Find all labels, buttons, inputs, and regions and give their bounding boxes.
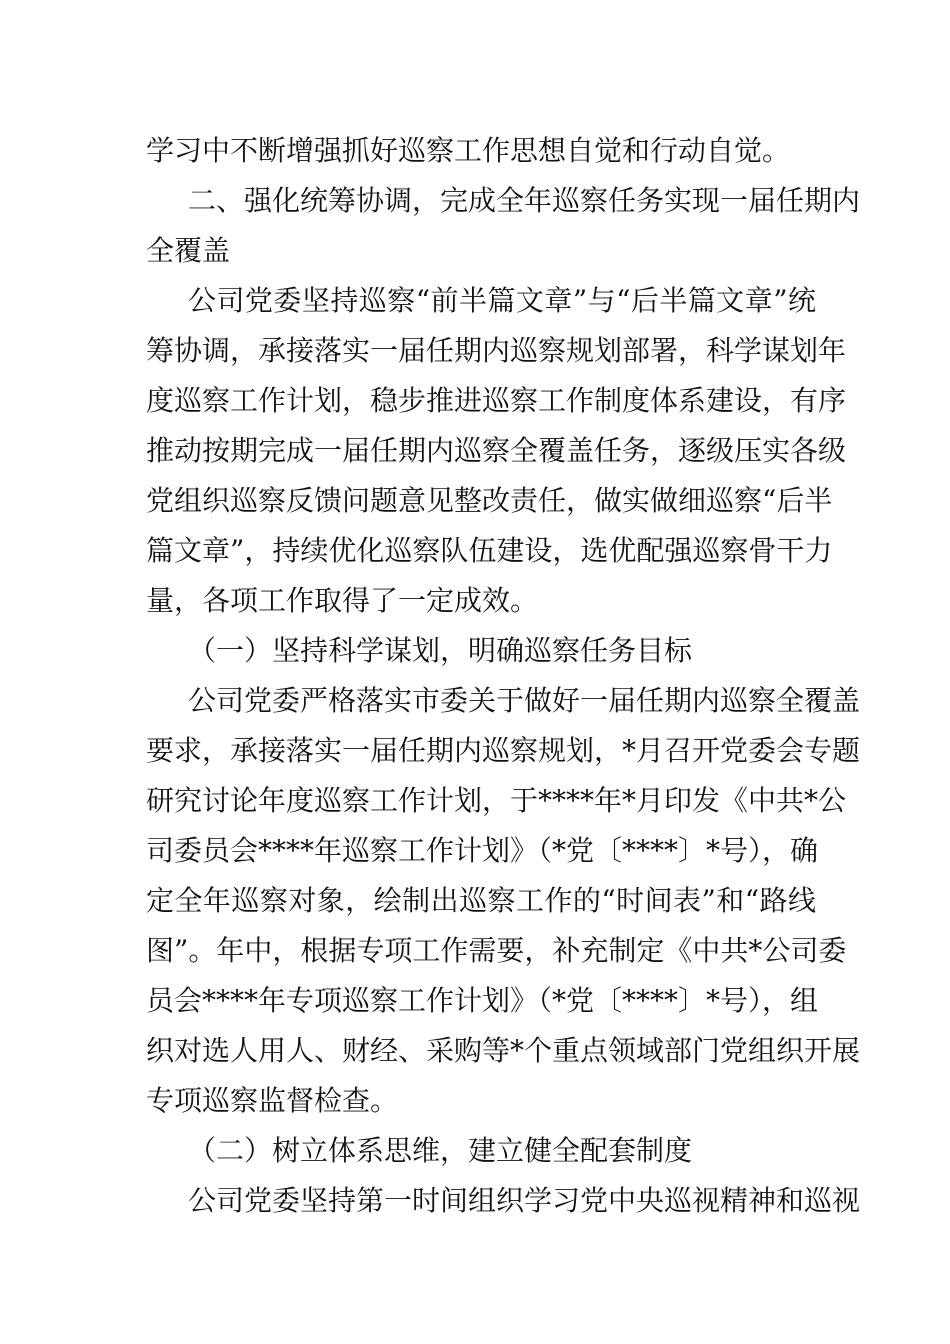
paragraph-line: 专项巡察监督检查。 xyxy=(146,1084,399,1117)
subsection-heading: （一）坚持科学谋划，明确巡察任务目标 xyxy=(188,634,693,667)
paragraph-line: 公司党委坚持巡察“前半篇文章”与“后半篇文章”统 xyxy=(188,284,816,317)
paragraph-line: 司委员会****年巡察工作计划》（*党〔****〕*号），确 xyxy=(146,834,819,867)
paragraph-line: 篇文章”，持续优化巡察队伍建设，选优配强巡察骨干力 xyxy=(146,534,833,567)
paragraph-line: 图”。年中，根据专项工作需要，补充制定《中共*公司委 xyxy=(146,934,847,967)
paragraph-line: 员会****年专项巡察工作计划》（*党〔****〕*号），组 xyxy=(146,984,819,1017)
paragraph-line: 织对选人用人、财经、采购等*个重点领域部门党组织开展 xyxy=(146,1034,861,1067)
paragraph-line: 公司党委坚持第一时间组织学习党中央巡视精神和巡视 xyxy=(188,1184,861,1217)
paragraph-line: 研究讨论年度巡察工作计划，于****年*月印发《中共*公 xyxy=(146,784,847,817)
paragraph-line: 要求，承接落实一届任期内巡察规划，*月召开党委会专题 xyxy=(146,734,861,767)
paragraph-line: 定全年巡察对象，绘制出巡察工作的“时间表”和“路线 xyxy=(146,884,816,917)
paragraph-line: 党组织巡察反馈问题意见整改责任，做实做细巡察“后半 xyxy=(146,484,833,517)
paragraph-line: 度巡察工作计划，稳步推进巡察工作制度体系建设，有序 xyxy=(146,384,847,417)
paragraph-line: 学习中不断增强抓好巡察工作思想自觉和行动自觉。 xyxy=(146,134,791,167)
paragraph-line: 量，各项工作取得了一定成效。 xyxy=(146,584,539,617)
paragraph-line: 公司党委严格落实市委关于做好一届任期内巡察全覆盖 xyxy=(188,684,861,717)
paragraph-line: 推动按期完成一届任期内巡察全覆盖任务，逐级压实各级 xyxy=(146,434,847,467)
section-heading: 二、强化统筹协调，完成全年巡察任务实现一届任期内 xyxy=(188,184,861,217)
paragraph-line: 筹协调，承接落实一届任期内巡察规划部署，科学谋划年 xyxy=(146,334,847,367)
subsection-heading: （二）树立体系思维，建立健全配套制度 xyxy=(188,1134,693,1167)
section-heading: 全覆盖 xyxy=(146,234,231,267)
